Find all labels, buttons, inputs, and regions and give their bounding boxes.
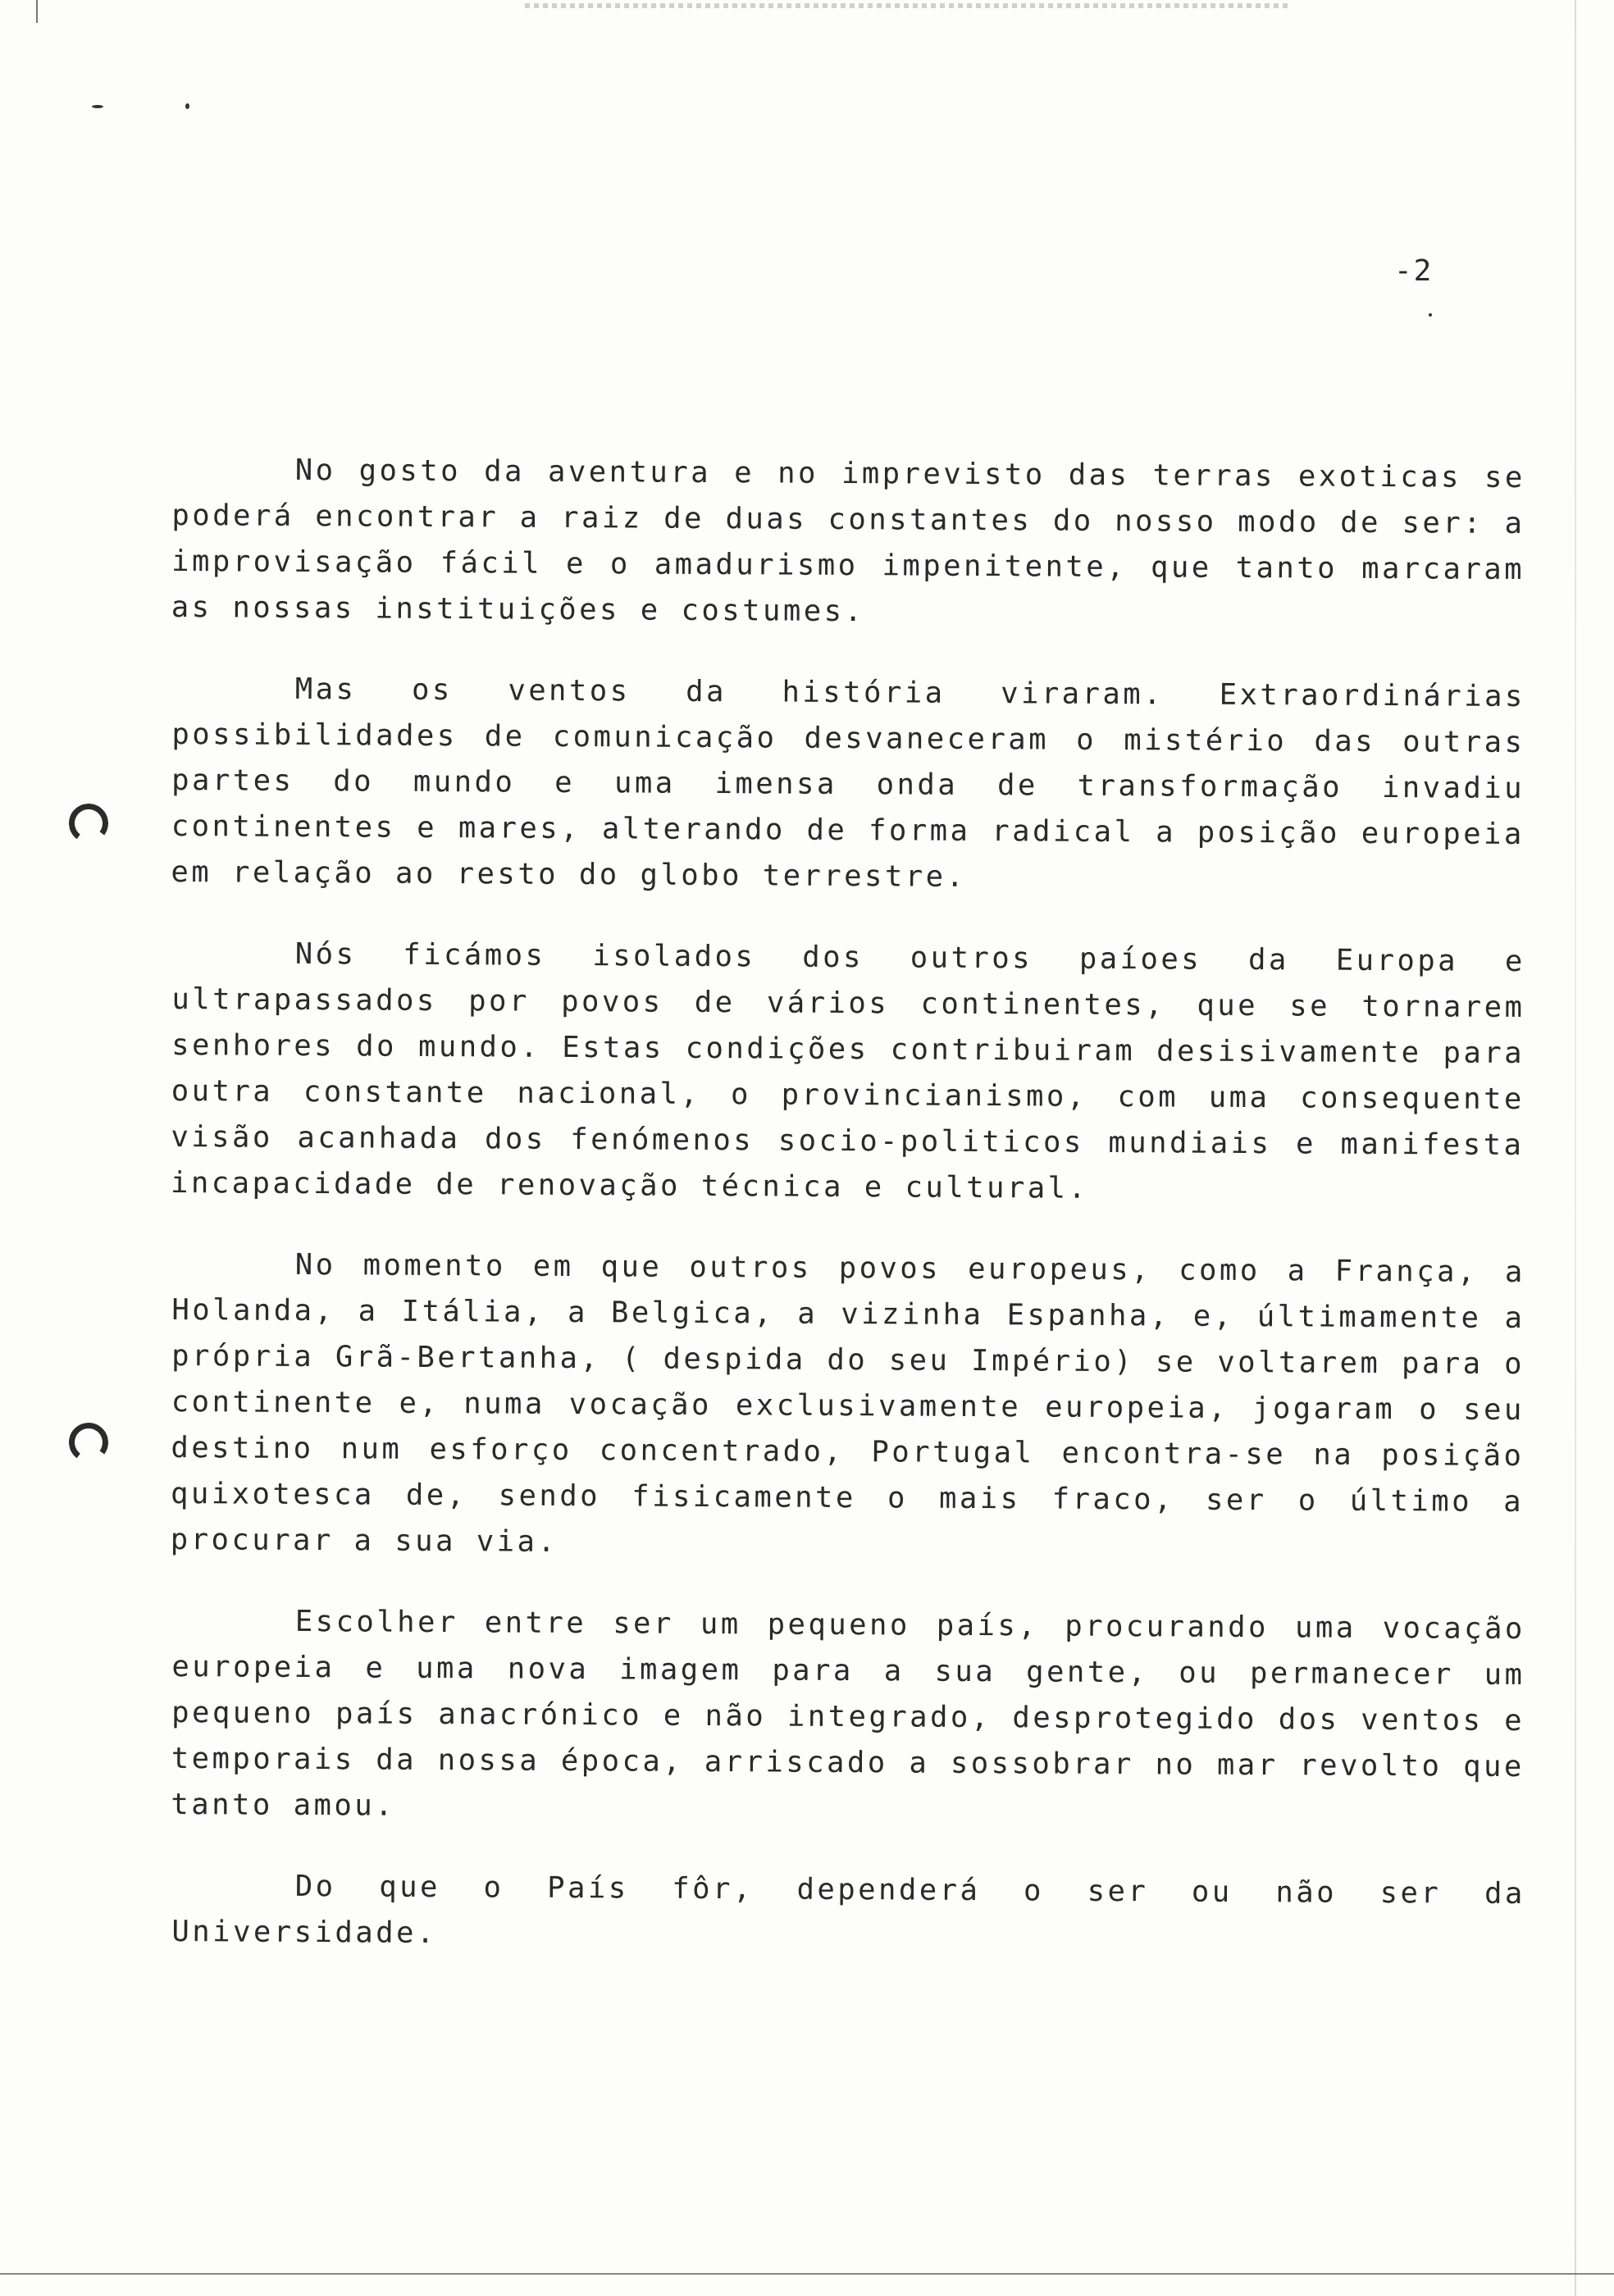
punch-hole-icon	[66, 801, 111, 845]
scan-speck	[92, 105, 103, 108]
body-text	[172, 447, 1525, 1990]
scan-speck	[185, 103, 189, 109]
scan-top-edge	[525, 3, 1288, 8]
page-number: -2	[1394, 254, 1434, 288]
scan-bottom-edge	[0, 2273, 1614, 2275]
paragraph: Do que o País fôr, dependerá o ser ou não ser da Universidade.	[171, 1869, 1525, 1950]
paragraph: Escolher entre ser um pequeno país, procurando uma vocação europeia e uma nova imagem para a sua gente, ou permanecer um pequeno país anacrónico e não integrado, desprotegido dos ventos e temporais da nossa época, arriscado a sossobrar no mar revolto que tanto amou.	[171, 1604, 1525, 1823]
paragraph: Nós ficámos isolados dos outros paíoes da Europa e ultrapassados por povos de vários continentes, que se tornarem senhores do mundo. Estas condições contribuiram desisivamente para outra constante nacional, o provincianismo, com uma consequente visão acanhada dos fenómenos socio-politicos mundiais e manifesta incapacidade de renovação técnica e cultural.	[170, 936, 1525, 1205]
scan-fold-mark	[36, 0, 38, 23]
punch-hole-icon	[66, 1420, 111, 1465]
scan-right-edge	[1575, 0, 1576, 2296]
paragraph: No momento em que outros povos europeus, como a França, a Holanda, a Itália, a Belgica, a vizinha Espanha, e, últimamente a própria Grã-Bertanha, ( despida do seu Império) se voltarem para o continente e, numa vocação exclusivamente europeia, jogaram o seu destino num esforço concentrado, Portugal encontra-se na posição quixotesca de, sendo fisicamente o mais fraco, ser o último a procurar a sua via.	[170, 1247, 1525, 1559]
paragraph: No gosto da aventura e no imprevisto das terras exoticas se poderá encontrar a raiz de duas constantes do nosso modo de ser: a improvisação fácil e o amadurismo impenitente, que tanto marcaram as nossas instituições e costumes.	[171, 453, 1525, 629]
paragraph: Mas os ventos da história viraram. Extraordinárias possibilidades de comunicação desvaneceram o mistério das outras partes do mundo e uma imensa onda de transformação invadiu continentes e mares, alterando de forma radical a posição europeia em relação ao resto do globo terrestre.	[171, 672, 1525, 894]
scan-speck	[1429, 313, 1432, 317]
